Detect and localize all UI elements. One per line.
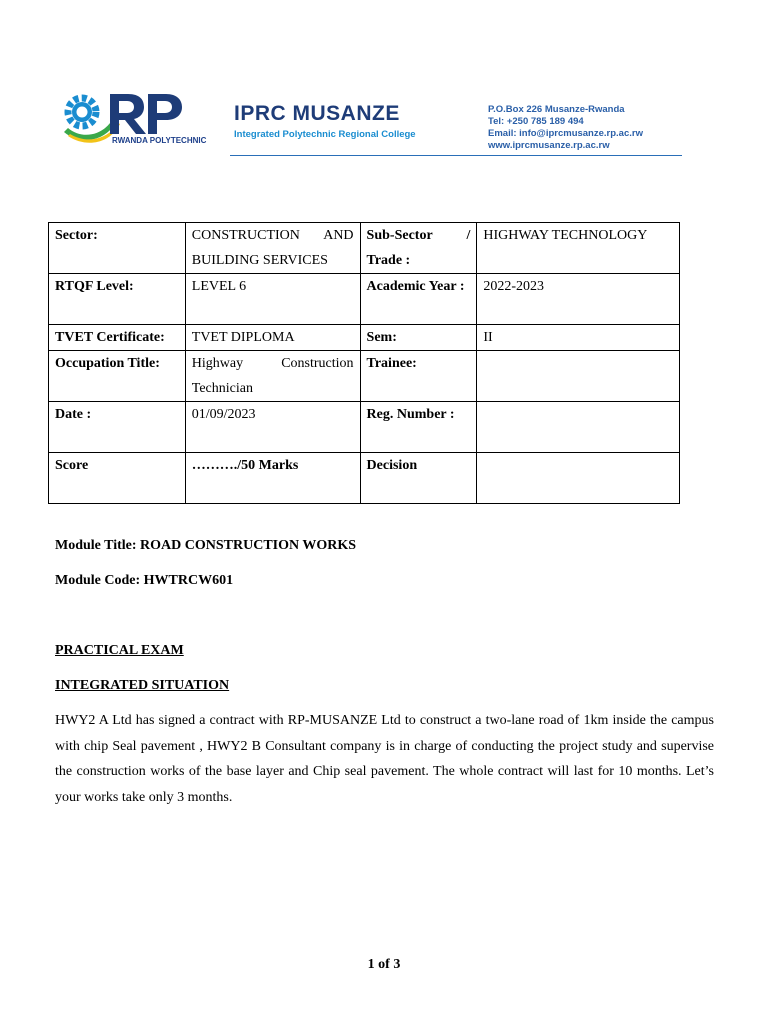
letterhead (60, 88, 684, 158)
reg-number-label: Reg. Number : (360, 402, 477, 453)
rtqf-label: RTQF Level: (49, 274, 186, 325)
table-row (49, 453, 680, 504)
exam-info-table (48, 222, 680, 504)
sector-label: Sector: (49, 223, 186, 274)
table-row (49, 325, 680, 351)
semester-label: Sem: (360, 325, 477, 351)
table-row (49, 402, 680, 453)
contact-tel: Tel: +250 785 189 494 (488, 116, 584, 127)
contact-po-box: P.O.Box 226 Musanze-Rwanda (488, 104, 625, 115)
tvet-certificate-label: TVET Certificate: (49, 325, 186, 351)
decision-label: Decision (360, 453, 477, 504)
score-value: ………./50 Marks (185, 453, 360, 504)
logo-subtitle: RWANDA POLYTECHNIC (112, 136, 207, 145)
module-title: Module Title: ROAD CONSTRUCTION WORKS (55, 538, 357, 553)
integrated-situation-paragraph: HWY2 A Ltd has signed a contract with RP-MUSANZE Ltd to construct a two-lane road of 1km inside the campus with chip Seal pavement , HWY2 B Consultant company is in charge of conducting the project study and supervise the construction works of the base layer and Chip seal pavement. The whole contract will last for 10 months. Let’s your works take only 3 months. (55, 713, 714, 805)
score-label: Score (49, 453, 186, 504)
semester-value: II (477, 325, 680, 351)
table-row (49, 274, 680, 325)
header-divider (230, 155, 682, 156)
subsector-label: Sub-Sector / Trade : (360, 223, 477, 274)
page-number: 1 of 3 (367, 957, 401, 972)
table-row (49, 223, 680, 274)
sector-value: CONSTRUCTION AND BUILDING SERVICES (185, 223, 360, 274)
contact-website[interactable]: www.iprcmusanze.rp.ac.rw (488, 140, 610, 151)
date-label: Date : (49, 402, 186, 453)
academic-year-label: Academic Year : (360, 274, 477, 325)
contact-block (488, 104, 643, 152)
reg-number-value[interactable] (477, 402, 680, 453)
integrated-situation-heading: INTEGRATED SITUATION (55, 678, 230, 693)
occupation-title-value: Highway Construction Technician (185, 351, 360, 402)
academic-year-value: 2022-2023 (477, 274, 680, 325)
occupation-title-label: Occupation Title: (49, 351, 186, 402)
date-value: 01/09/2023 (185, 402, 360, 453)
contact-email[interactable]: Email: info@iprcmusanze.rp.ac.rw (488, 128, 643, 139)
practical-exam-heading: PRACTICAL EXAM (55, 643, 184, 658)
decision-value[interactable] (477, 453, 680, 504)
institution-name: IPRC MUSANZE (234, 102, 400, 125)
subsector-value: HIGHWAY TECHNOLOGY (477, 223, 680, 274)
table-row (49, 351, 680, 402)
module-code: Module Code: HWTRCW601 (55, 573, 234, 588)
trainee-value[interactable] (477, 351, 680, 402)
institution-full-name: Integrated Polytechnic Regional College (234, 129, 416, 140)
rtqf-value: LEVEL 6 (185, 274, 360, 325)
trainee-label: Trainee: (360, 351, 477, 402)
tvet-certificate-value: TVET DIPLOMA (185, 325, 360, 351)
